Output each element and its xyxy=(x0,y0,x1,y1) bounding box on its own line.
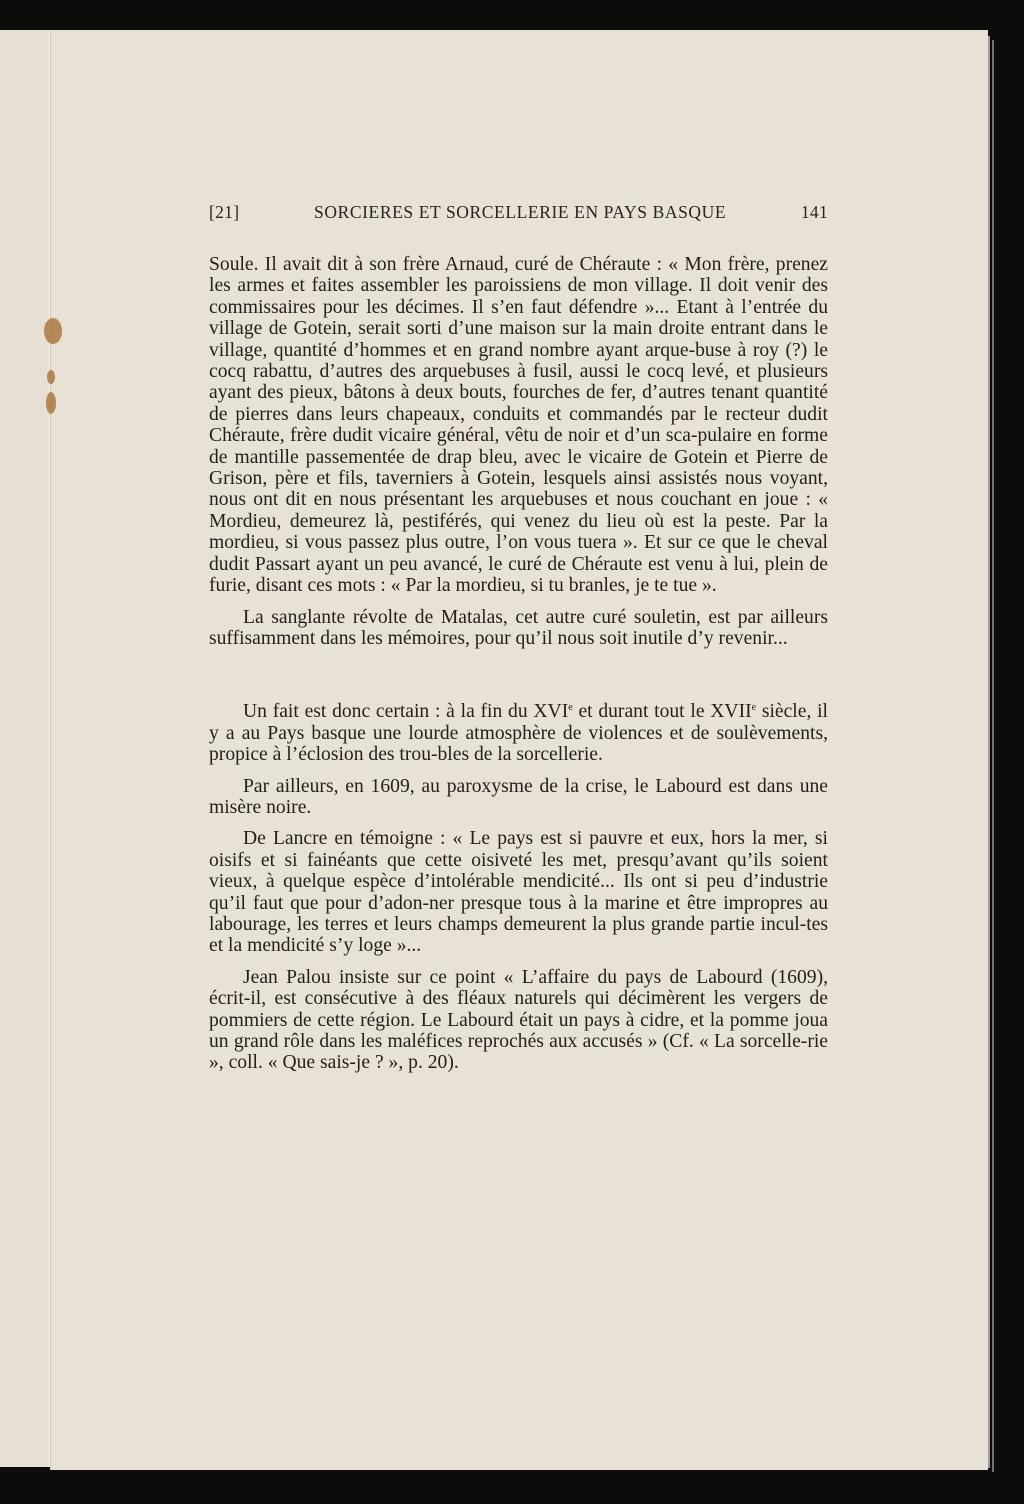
superscript: e xyxy=(751,702,757,714)
facing-page-edge xyxy=(0,30,50,1467)
paper-stain xyxy=(47,370,55,384)
page-number: 141 xyxy=(800,202,828,222)
running-head xyxy=(209,202,828,223)
page-stack-edge xyxy=(988,36,990,1468)
text-run: et durant tout le XVII xyxy=(572,701,752,723)
paragraph xyxy=(209,701,828,765)
paragraph: La sanglante révolte de Matalas, cet autre curé souletin, est par ailleurs suffisamment dans les mémoires, pour qu’il nous soit inutile d’y revenir... xyxy=(209,606,828,649)
superscript: e xyxy=(568,702,573,714)
body-text xyxy=(209,254,828,1074)
running-title: SORCIERES ET SORCELLERIE EN PAYS BASQUE xyxy=(314,202,727,222)
paper-stain xyxy=(44,318,62,344)
paragraph: De Lancre en témoigne : « Le pays est si pauvre et eux, hors la mer, si oisifs et si fainéants que cette oisiveté les met, presqu’avant qu’ils soient vieux, à quelque espèce d’intolérable mendicité... Ils ont si peu d’industrie qu’il faut que pour d’adon-ner presque tous à la marine et être impropres au labourage, les terres et leurs champs demeurent la plus grande partie incul-tes et la mendicité s’y loge »... xyxy=(209,828,828,957)
paper-stain xyxy=(46,392,56,414)
text-run: Un fait est donc certain : à la fin du XVI xyxy=(243,701,569,723)
paragraph: Par ailleurs, en 1609, au paroxysme de la crise, le Labourd est dans une misère noire. xyxy=(209,775,828,818)
paragraph: Soule. Il avait dit à son frère Arnaud, curé de Chéraute : « Mon frère, prenez les armes et faites assembler les paroissiens de mon village. Il doit venir des commissaires pour les décimes. Il s’en faut défendre »... Etant à l’entrée du village de Gotein, serait sorti d’une maison sur la main droite entrant dans le village, quantité d’hommes et en grand nombre ayant arque-buse à roy (?) le cocq rabattu, d’autres des arquebuses à fusil, aussi le cocq levé, et plusieurs ayant des pieux, bâtons à deux bouts, fourches de fer, d’autres tenant quantité de pierres dans leurs chapeaux, conduits et commandés par le recteur dudit Chéraute, frère dudit vicaire général, vêtu de noir et d’un sca-pulaire en forme de mantille passementée de drap bleu, avec le vicaire de Gotein et Pierre de Grison, père et fils, taverniers à Gotein, lesquels ainsi assistés nous voyant, nous ont dit en nous présentant les arquebuses et nous couchant en joue : « Mordieu, demeurez là, pestiférés, qui venez du lieu où est la peste. Par la mordieu, si vous passez plus outre, l’on vous tuera ». Et sur ce que le cheval dudit Passart ayant un peu avancé, le curé de Chéraute est venu à lui, plein de furie, disant ces mots : « Par la mordieu, si tu branles, je te tue ». xyxy=(209,254,828,597)
paragraph: Jean Palou insiste sur ce point « L’affaire du pays de Labourd (1609), écrit-il, est consécutive à des fléaux naturels qui décimèrent les vergers de pommiers de cette région. Le Labourd était un pays à cidre, et la pomme joua un grand rôle dans les maléfices reprochés aux accusés » (Cf. « La sorcelle-rie », coll. « Que sais-je ? », p. 20). xyxy=(209,966,828,1074)
text-run: siècle, il y a au Pays basque une lourde atmosphère de violences et de soulèvements, propice à l’éclosion des trou-bles de la sorcellerie. xyxy=(209,701,828,766)
page-stack-edge xyxy=(992,40,994,1472)
section-number: [21] xyxy=(209,202,240,222)
